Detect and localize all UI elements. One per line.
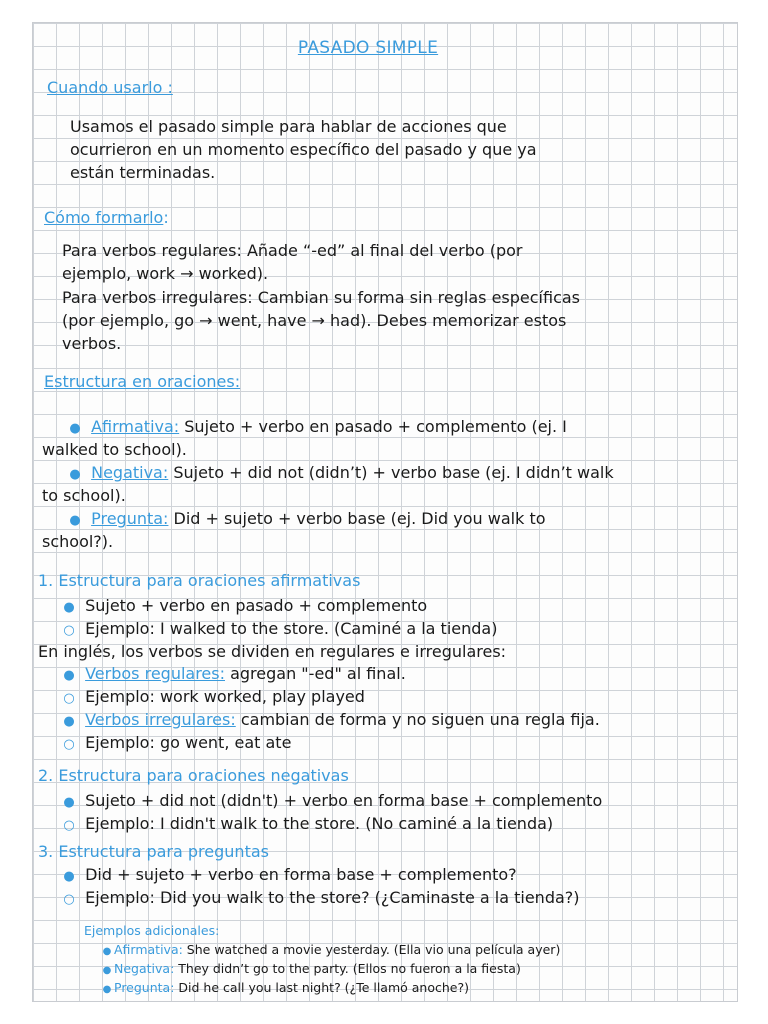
s1-line-7: ○ Ejemplo: go went, eat ate — [58, 731, 291, 756]
bullet-icon: ● — [69, 421, 81, 436]
bullet-icon: ● — [102, 946, 112, 957]
circle-bullet-icon: ○ — [63, 892, 75, 907]
como-line-2: ejemplo, work → worked). — [62, 264, 269, 283]
heading-cuando-usarlo: Cuando usarlo : — [47, 78, 173, 97]
heading-como-formarlo: Cómo formarlo: — [44, 208, 169, 227]
como-line-5: verbos. — [62, 334, 122, 353]
cuando-line-3: están terminadas. — [70, 163, 216, 182]
extra-item-negativa: ● Negativa: They didn’t go to the party. (Ellos no fueron a la fiesta) — [100, 961, 521, 976]
cuando-line-2: ocurrieron en un momento específico del pasado y que ya — [70, 140, 537, 159]
circle-bullet-icon: ○ — [63, 691, 75, 706]
circle-bullet-icon: ○ — [63, 737, 75, 752]
estructura-pregunta: ● Pregunta: Did + sujeto + verbo base (ej. Did you walk to — [64, 507, 546, 532]
estructura-afirmativa: ● Afirmativa: Sujeto + verbo en pasado + complemento (ej. I — [64, 415, 567, 440]
s2-line-1: ● Sujeto + did not (didn't) + verbo en forma base + complemento — [58, 789, 602, 814]
bullet-icon: ● — [63, 795, 75, 810]
estructura-negativa: ● Negativa: Sujeto + did not (didn’t) + verbo base (ej. I didn’t walk — [64, 461, 614, 486]
bullet-icon: ● — [102, 984, 112, 995]
estructura-negativa-cont: to school). — [42, 486, 126, 505]
bullet-icon: ● — [63, 714, 75, 729]
como-line-1: Para verbos regulares: Añade “-ed” al final del verbo (por — [62, 241, 523, 260]
como-line-3: Para verbos irregulares: Cambian su forma sin reglas específicas — [62, 288, 580, 307]
bullet-icon: ● — [63, 600, 75, 615]
extra-item-pregunta: ● Pregunta: Did he call you last night? (¿Te llamó anoche?) — [100, 980, 469, 995]
heading-negativas: 2. Estructura para oraciones negativas — [38, 766, 349, 785]
bullet-icon: ● — [69, 513, 81, 528]
estructura-afirmativa-cont: walked to school). — [42, 440, 187, 459]
s2-line-2: ○ Ejemplo: I didn't walk to the store. (No caminé a la tienda) — [58, 812, 553, 837]
page-title: PASADO SIMPLE — [297, 38, 439, 58]
s3-line-2: ○ Ejemplo: Did you walk to the store? (¿Caminaste a la tienda?) — [58, 886, 580, 911]
s1-line-1: ● Sujeto + verbo en pasado + complemento — [58, 594, 427, 619]
como-line-4: (por ejemplo, go → went, have → had). Debes memorizar estos — [62, 311, 567, 330]
s3-line-1: ● Did + sujeto + verbo en forma base + complemento? — [58, 863, 517, 888]
s1-line-4: ● Verbos regulares: agregan "-ed" al final. — [58, 662, 406, 687]
bullet-icon: ● — [102, 965, 112, 976]
circle-bullet-icon: ○ — [63, 818, 75, 833]
s1-line-2: ○ Ejemplo: I walked to the store. (Caminé a la tienda) — [58, 617, 497, 642]
extra-item-afirmativa: ● Afirmativa: She watched a movie yesterday. (Ella vio una película ayer) — [100, 942, 560, 957]
circle-bullet-icon: ○ — [63, 623, 75, 638]
bullet-icon: ● — [63, 668, 75, 683]
s1-line-5: ○ Ejemplo: work worked, play played — [58, 685, 365, 710]
estructura-pregunta-cont: school?). — [42, 532, 114, 551]
heading-preguntas: 3. Estructura para preguntas — [38, 842, 269, 861]
heading-afirmativas: 1. Estructura para oraciones afirmativas — [38, 571, 361, 590]
heading-ejemplos-adicionales: Ejemplos adicionales: — [84, 923, 220, 938]
s1-line-6: ● Verbos irregulares: cambian de forma y no siguen una regla fija. — [58, 708, 600, 733]
cuando-line-1: Usamos el pasado simple para hablar de acciones que — [70, 117, 507, 136]
s1-line-3: En inglés, los verbos se dividen en regulares e irregulares: — [38, 642, 507, 661]
bullet-icon: ● — [69, 467, 81, 482]
bullet-icon: ● — [63, 869, 75, 884]
heading-estructura: Estructura en oraciones: — [44, 372, 241, 391]
